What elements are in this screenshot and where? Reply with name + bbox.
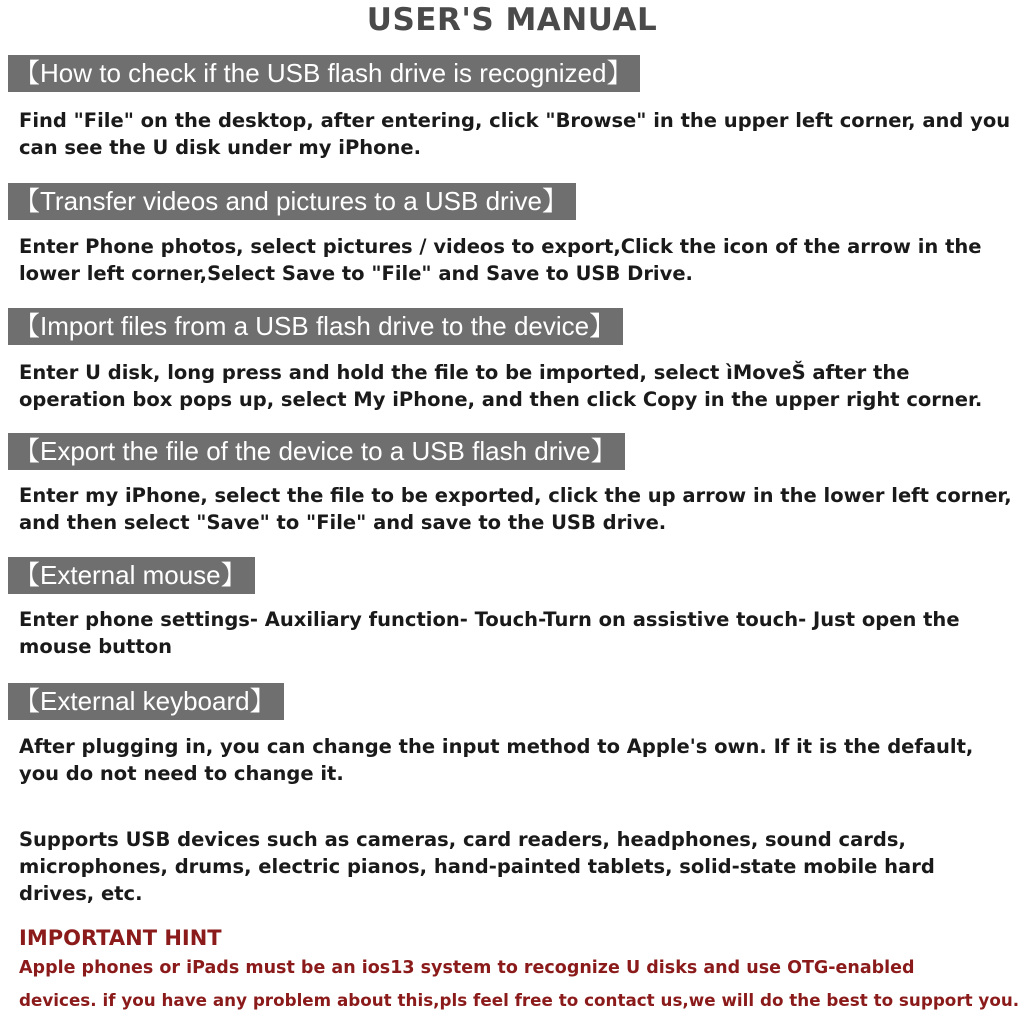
section-body-import-files: Enter U disk, long press and hold the file to be imported, select ìMoveŠ after the operation box pops up, select My iPhone, and then click Copy in the upper right corner. — [19, 361, 983, 411]
section-heading-external-keyboard: 【External keyboard】 — [8, 683, 284, 720]
important-hint-title: IMPORTANT HINT — [19, 926, 222, 950]
page-title: USER'S MANUAL — [366, 2, 658, 38]
important-hint-line-1: Apple phones or iPads must be an ios13 system to recognize U disks and use OTG-enabled — [19, 958, 915, 978]
section-heading-usb-recognized: 【How to check if the USB flash drive is recognized】 — [8, 55, 640, 92]
section-heading-external-mouse: 【External mouse】 — [8, 557, 255, 594]
section-heading-transfer-media: 【Transfer videos and pictures to a USB drive】 — [8, 183, 576, 220]
section-body-usb-recognized: Find "File" on the desktop, after entering, click "Browse" in the upper left corner, and you can see the U disk under my iPhone. — [19, 109, 1011, 159]
section-body-transfer-media: Enter Phone photos, select pictures / videos to export,Click the icon of the arrow in the lower left corner,Select Save to "File" and Save to USB Drive. — [19, 235, 982, 285]
section-body-external-keyboard: After plugging in, you can change the input method to Apple's own. If it is the default, you do not need to change it. — [19, 735, 974, 785]
supported-devices-text: Supports USB devices such as cameras, card readers, headphones, sound cards, microphones, drums, electric pianos, hand-painted tablets, solid-state mobile hard drives, etc. — [19, 828, 935, 905]
important-hint-line-2: devices. if you have any problem about this,pls feel free to contact us,we will do the best to support you. — [19, 990, 1020, 1010]
section-heading-export-files: 【Export the file of the device to a USB flash drive】 — [8, 433, 625, 470]
section-body-external-mouse: Enter phone settings- Auxiliary function- Touch-Turn on assistive touch- Just open the mouse button — [19, 608, 960, 658]
section-body-export-files: Enter my iPhone, select the file to be exported, click the up arrow in the lower left corner, and then select "Save" to "File" and save to the USB drive. — [19, 484, 1012, 534]
section-heading-import-files: 【Import files from a USB flash drive to the device】 — [8, 308, 623, 345]
